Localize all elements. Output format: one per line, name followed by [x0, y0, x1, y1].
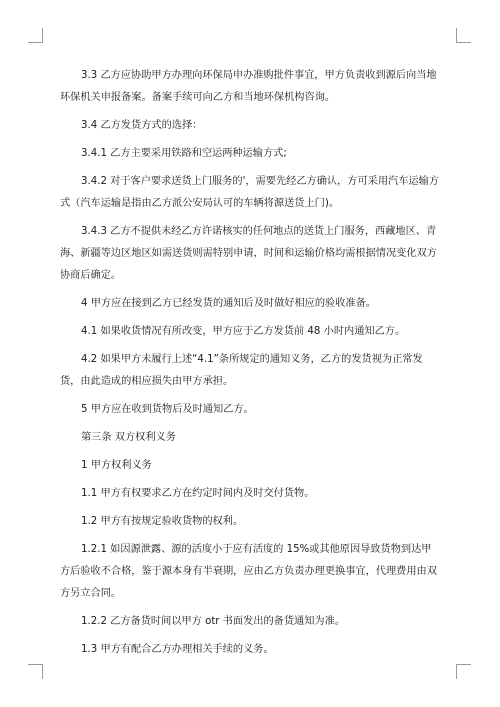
paragraph-3-4-3: 3.4.3 乙方不提供未经乙方许诺核实的任何地点的送货上门服务，西藏地区、青海、新疆等边区地区如需送货则需特别申请，时间和运输价格均需根据情况变化双方协商后确定。	[60, 226, 437, 281]
paragraph-4-2: 4.2 如果甲方未履行上述“4.1”条所规定的通知义务，乙方的发货视为正常发货，由此造成的相应损失由甲方承担。	[60, 354, 423, 387]
paragraph-3-4-1: 3.4.1 乙方主要采用铁路和空运两种运输方式;	[81, 148, 287, 159]
paragraph-3-4-2: 3.4.2 对于客户要求送货上门服务的'，需要先经乙方确认，方可采用汽车运输方式（汽车运输是指由乙方派公安局认可的车辆将源送货上门)。	[60, 176, 439, 209]
paragraph-1-1: 1.1 甲方有权要求乙方在约定时间内及时交付货物。	[81, 488, 315, 499]
paragraph-1-2: 1.2 甲方有按规定验收货物的权利。	[81, 516, 244, 527]
document-body	[60, 65, 440, 667]
paragraph-3-3: 3.3 乙方应协助甲方办理向环保局申办准购批件事宜，甲方负责收到源后向当地环保机关申报备案。备案手续可向乙方和当地环保机构咨询。	[60, 70, 437, 103]
crop-mark-bottom-left	[28, 664, 43, 679]
article-3-heading: 第三条 双方权利义务	[81, 432, 176, 443]
paragraph-4: 4 甲方应在接到乙方已经发货的通知后及时做好相应的验收准备。	[81, 298, 376, 309]
paragraph-1-2-1: 1.2.1 如因源泄露、源的活度小于应有活度的 15%或其他原因导致货物到达甲方后验收不合格，鉴于源本身有半衰期，应由乙方负责办理更换事宜，代理费用由双方另立合同。	[60, 544, 437, 599]
paragraph-5: 5 甲方应在收到货物后及时通知乙方。	[81, 404, 254, 415]
paragraph-1-2-2: 1.2.2 乙方备货时间以甲方 otr 书面发出的备货通知为准。	[81, 616, 345, 627]
crop-mark-bottom-right	[456, 664, 471, 679]
paragraph-4-1: 4.1 如果收货情况有所改变，甲方应于乙方发货前 48 小时内通知乙方。	[81, 326, 406, 337]
crop-mark-top-right	[456, 28, 471, 43]
paragraph-1-3: 1.3 甲方有配合乙方办理相关手续的义务。	[81, 644, 274, 655]
paragraph-3-4: 3.4 乙方发货方式的选择：	[81, 120, 203, 131]
paragraph-party-a-rights: 1 甲方权利义务	[81, 460, 152, 471]
crop-mark-top-left	[28, 28, 43, 43]
